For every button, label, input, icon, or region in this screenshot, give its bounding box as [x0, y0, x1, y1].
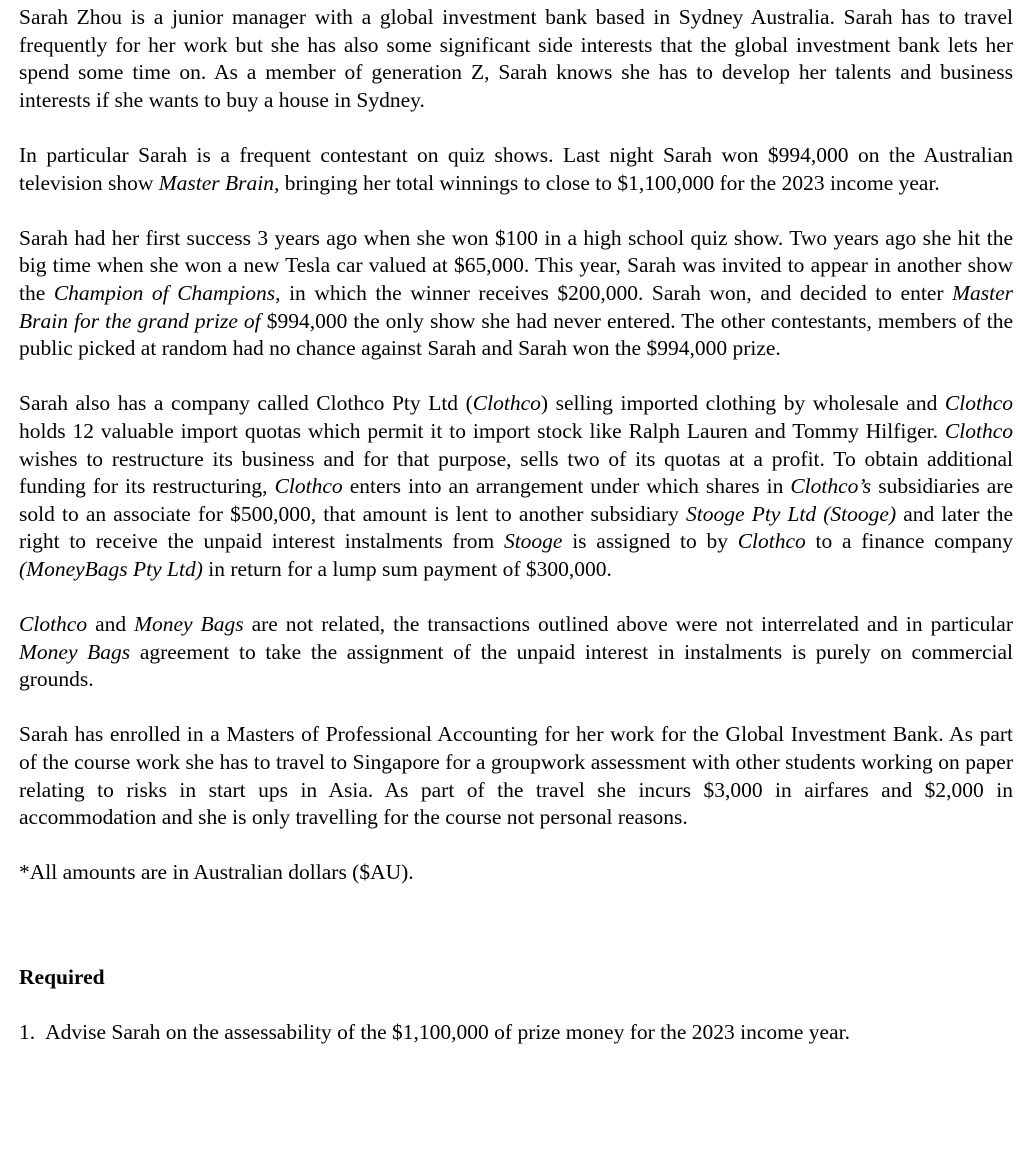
text-run: holds 12 valuable import quotas which permit it to import stock like Ralph Lauren and Tommy Hilfiger.	[19, 418, 945, 443]
text-run: Sarah also has a company called Clothco Pty Ltd (	[19, 391, 473, 416]
text-run: *All amounts are in Australian dollars ($AU).	[19, 860, 414, 885]
required-heading: Required	[19, 965, 105, 989]
question-text: Advise Sarah on the assessability of the $1,100,000 of prize money for the 2023 income year.	[45, 1020, 850, 1045]
question-number: 1.	[19, 1020, 36, 1045]
paragraph-moneybags	[19, 611, 1013, 694]
entity-name-italic: Clothco	[944, 418, 1013, 443]
show-name-italic: Master Brain for the grand prize of	[19, 280, 1013, 333]
text-run: $994,000 the only show she had never entered. The other contestants, members of the public picked at random had no chance against Sarah and Sarah won the $994,000 prize.	[19, 308, 1013, 361]
text-run: wishes to restructure its business and for that purpose, sells two of its quotas at a profit. To obtain additional funding for its restructuring,	[19, 446, 1013, 499]
entity-name-italic: (MoneyBags Pty Ltd)	[19, 556, 203, 581]
document	[19, 4, 1013, 1047]
text-run: and later the right to receive the unpaid interest instalments from	[19, 501, 1013, 554]
show-name-italic: Champion of Champions	[53, 280, 276, 305]
show-name-italic: Master Brain,	[158, 170, 280, 195]
text-run: In particular Sarah is a frequent contestant on quiz shows. Last night Sarah won $994,000 on the Australian television show	[19, 142, 1013, 195]
entity-name-italic: Clothco	[737, 529, 806, 554]
paragraph-quiz-winnings	[19, 142, 1013, 197]
text-run: enters into an arrangement under which shares in	[342, 474, 791, 499]
entity-name-italic: Money Bags	[19, 639, 131, 664]
text-run: Sarah Zhou is a junior manager with a global investment bank based in Sydney Australia. Sarah has to travel frequently for her work but she has also some significant side interests that the global investment bank lets her spend some time on. As a member of generation Z, Sarah knows she has to develop her talents and business interests if she wants to buy a house in Sydney.	[19, 5, 1013, 112]
text-run: agreement to take the assignment of the unpaid interest in instalments is purely on commercial grounds.	[19, 639, 1013, 692]
text-run: ) selling imported clothing by wholesale and	[540, 391, 945, 416]
text-run: is assigned to by	[562, 529, 738, 554]
entity-name-italic: Clothco	[19, 612, 88, 637]
entity-name-italic: Money Bags	[134, 612, 244, 637]
entity-name-italic: Clothco	[944, 391, 1013, 416]
paragraph-intro	[19, 4, 1013, 114]
text-run: are not related, the transactions outlined above were not interrelated and in particular	[243, 612, 1013, 637]
entity-name-italic: Clothco	[472, 391, 541, 416]
text-run: in return for a lump sum payment of $300,000.	[202, 556, 612, 581]
paragraph-clothco	[19, 390, 1013, 583]
text-run: and	[87, 612, 135, 637]
text-run: Sarah had her first success 3 years ago when she won $100 in a high school quiz show. Two years ago she hit the big time when she won a new Tesla car valued at $65,000. This year, Sarah was invited to appear in another show the	[19, 225, 1013, 305]
paragraph-quiz-history	[19, 225, 1013, 363]
text-run: Sarah has enrolled in a Masters of Professional Accounting for her work for the Global Investment Bank. As part of the course work she has to travel to Singapore for a groupwork assessment with other students working on paper relating to risks in start ups in Asia. As part of the travel she incurs $3,000 in airfares and $2,000 in accommodation and she is only travelling for the course not personal reasons.	[19, 722, 1013, 830]
entity-name-italic: Stooge	[503, 529, 563, 554]
entity-name-italic: Clothco’s	[790, 474, 872, 499]
text-run: , in which the winner receives $200,000. Sarah won, and decided to enter	[275, 280, 953, 305]
text-run: subsidiaries are sold to an associate for $500,000, that amount is lent to another subsidiary	[19, 474, 1013, 526]
text-run: to a finance company	[805, 529, 1013, 554]
paragraph-masters-course	[19, 721, 1013, 831]
text-run: bringing her total winnings to close to $1,100,000 for the 2023 income year.	[279, 170, 940, 195]
entity-name-italic: Clothco	[274, 474, 343, 499]
question-item	[19, 1019, 1013, 1047]
paragraph-currency-note	[19, 859, 1013, 887]
entity-name-italic: Stooge Pty Ltd (Stooge)	[686, 501, 897, 526]
